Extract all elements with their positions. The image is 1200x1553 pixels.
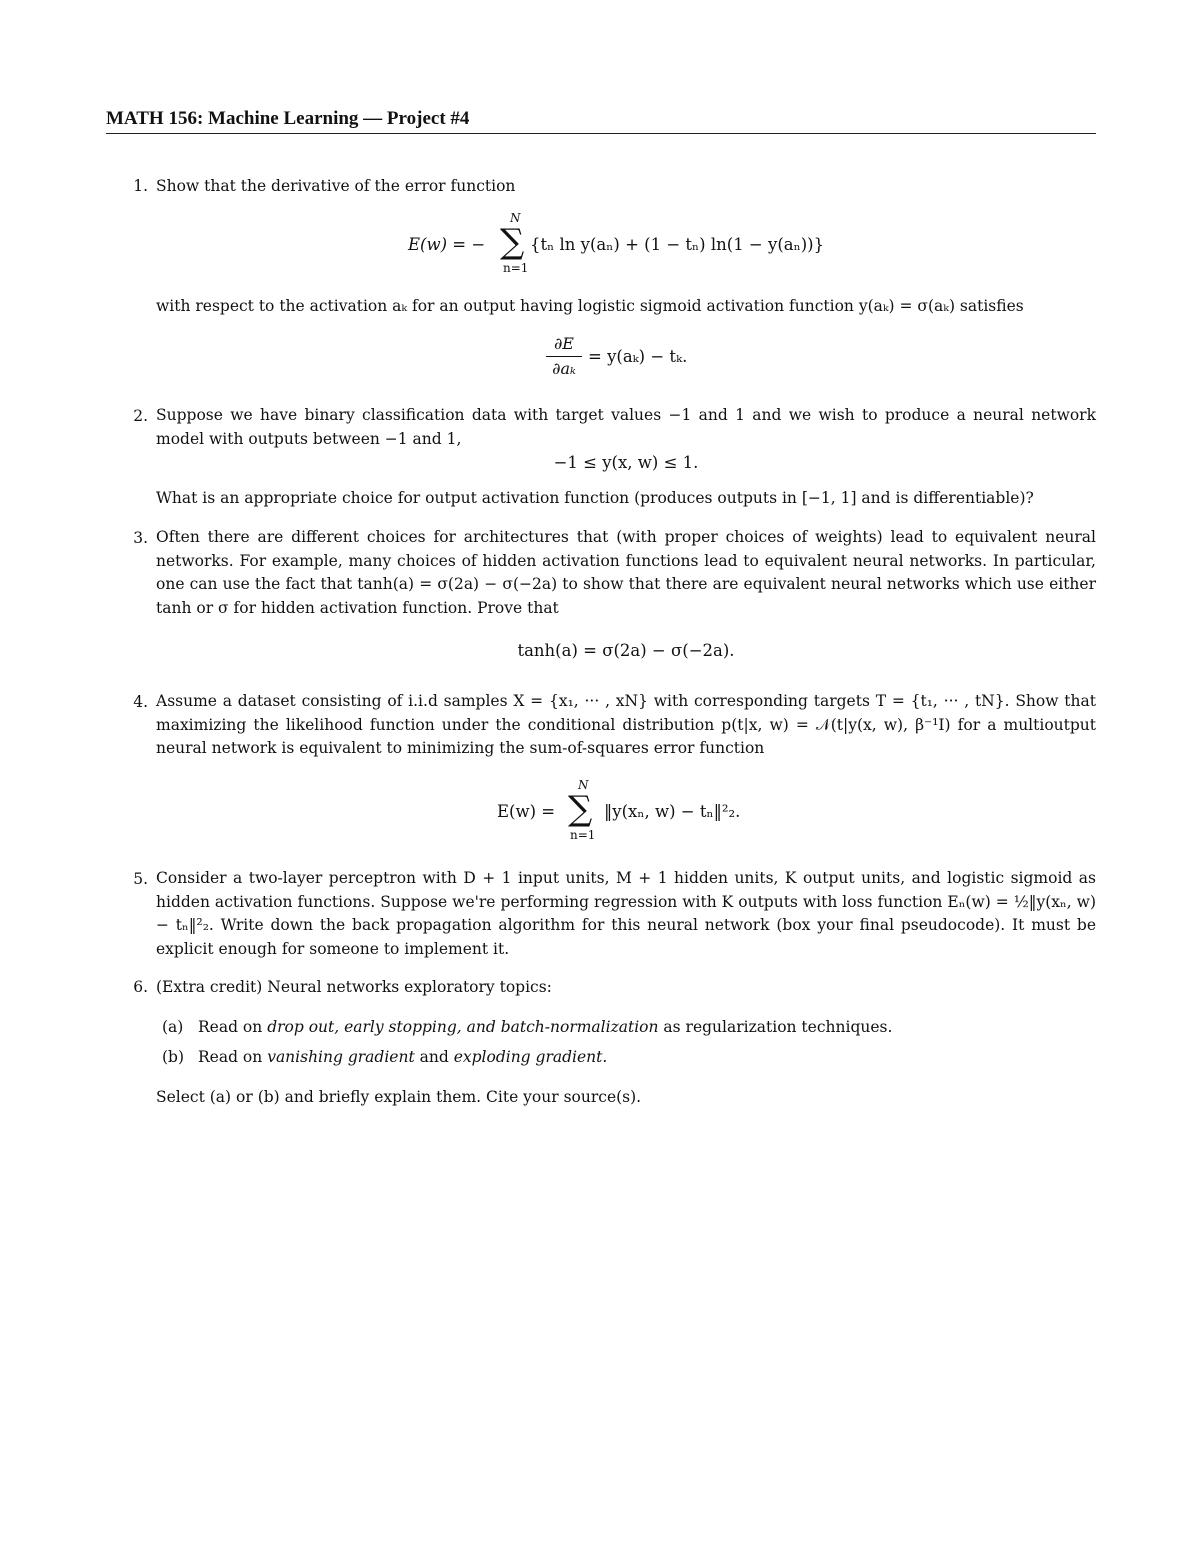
q6-item-b-label: (b) [162,1048,185,1066]
page-header-title: MATH 156: Machine Learning — Project #4 [106,108,1096,134]
q6-number: 6. [133,978,148,996]
q4-summation-sign: ∑ [568,789,593,829]
q6-item-a-topics: drop out, early stopping, and batch-normalization [267,1018,659,1036]
q1-sum-lower-limit: n=1 [503,261,529,275]
q2-equation: −1 ≤ y(x, w) ≤ 1. [553,453,699,472]
q4-eq-lhs: E(w) = [497,802,556,821]
q6-item-a-pre: Read on [198,1018,268,1036]
q6-item-b-pre: Read on [198,1048,268,1066]
q2-number: 2. [133,407,148,425]
q4-number: 4. [133,693,148,711]
q1-eq-body: {tₙ ln y(aₙ) + (1 − tₙ) ln(1 − y(aₙ))} [530,235,825,254]
q6-item-b [198,1045,607,1069]
q6-item-b-topic-1: vanishing gradient [267,1048,415,1066]
q6-intro: (Extra credit) Neural networks exploratory topics: [156,978,552,996]
q5-text: Consider a two-layer perceptron with D + 1 input units, M + 1 hidden units, K output units, and logistic sigmoid as hidden activation functions. Suppose we're performing regression with K outputs with loss function Eₙ(w) = ½‖y(xₙ, w) − tₙ‖²₂. Write down the back propagation algorithm for this neural network (box your final pseudocode). It must be explicit enough for someone to implement it. [156,869,1096,958]
q6-item-b-topic-2: exploding gradient. [453,1048,608,1066]
q1-sum-upper-limit: N [510,211,521,225]
q6-item-a-label: (a) [162,1018,184,1036]
q6-closing: Select (a) or (b) and briefly explain them. Cite your source(s). [156,1088,642,1106]
q6-item-b-mid: and [414,1048,454,1066]
q1-number: 1. [133,177,148,195]
q3-text: Often there are different choices for architectures that (with proper choices of weights) lead to equivalent neural networks. For example, many choices of hidden activation functions lead to equivalent neural networks. In particular, one can use the fact that tanh(a) = σ(2a) − σ(−2a) to show that there are equivalent neural networks which use either tanh or σ for hidden activation function. Prove that [156,528,1096,617]
q1-summation-sign: ∑ [500,222,525,262]
q6-item-a [198,1015,892,1039]
q1-intro: Show that the derivative of the error function [156,177,516,195]
q2-text: Suppose we have binary classification data with target values −1 and 1 and we wish to produce a neural network model with outputs between −1 and 1, [156,406,1096,448]
q1-frac-rhs: = y(aₖ) − tₖ. [588,347,688,366]
q1-middle-text: with respect to the activation aₖ for an output having logistic sigmoid activation function y(aₖ) = σ(aₖ) satisfies [156,297,1024,315]
q4-text: Assume a dataset consisting of i.i.d samples X = {x₁, ··· , xN} with corresponding targets T = {t₁, ··· , tN}. Show that maximizing the likelihood function under the conditional distribution p(t|x, w) = 𝒩(t|y(x, w), β⁻¹I) for a multioutput neural network is equivalent to minimizing the sum-of-squares error function [156,692,1096,758]
q3-number: 3. [133,529,148,547]
q1-frac-numerator: ∂E [554,334,574,353]
q4-sum-lower-limit: n=1 [570,828,596,842]
q3-equation: tanh(a) = σ(2a) − σ(−2a). [517,641,735,660]
q1-frac-denominator: ∂aₖ [552,359,576,378]
q6-item-a-post: as regularization techniques. [658,1018,893,1036]
q5-number: 5. [133,870,148,888]
q2-followup: What is an appropriate choice for output activation function (produces outputs in [−1, 1] and is differentiable)? [156,489,1034,507]
q4-sum-upper-limit: N [578,778,589,792]
q1-frac-line [546,356,582,357]
q4-eq-body: ‖y(xₙ, w) − tₙ‖²₂. [604,802,741,821]
q1-eq-lhs: E(w) = − [408,235,486,254]
